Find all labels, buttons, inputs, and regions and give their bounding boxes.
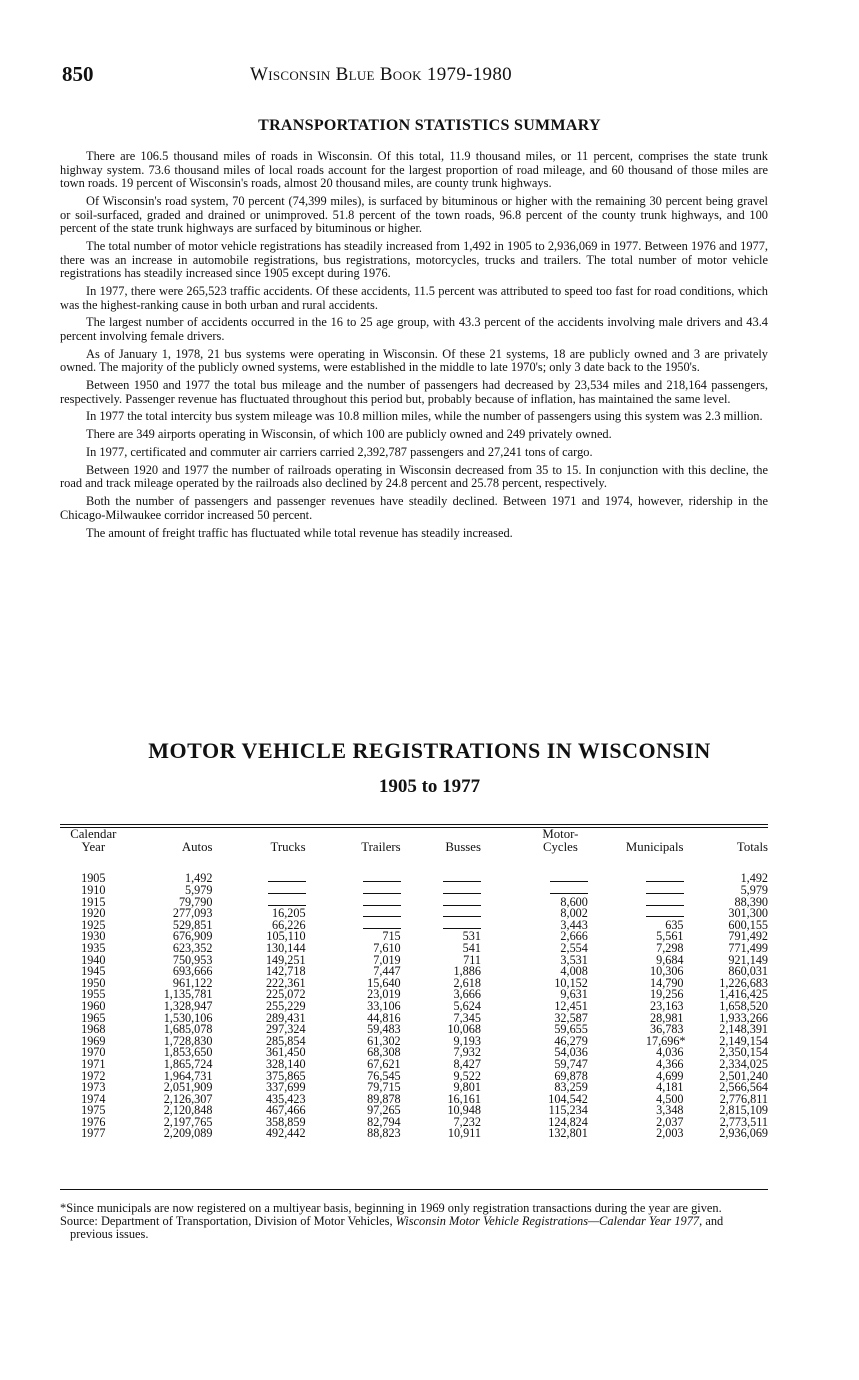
- value-cell: 4,008: [560, 964, 588, 979]
- dash-mark: [443, 921, 481, 929]
- year-cell: 1940: [81, 952, 106, 967]
- dash-mark: [646, 898, 684, 906]
- year-cell: 1971: [81, 1056, 106, 1071]
- empty-cell: [320, 908, 409, 920]
- value-cell: 104,542: [548, 1091, 588, 1106]
- table-top-rule: [60, 824, 768, 825]
- column-header: Busses: [445, 840, 481, 855]
- value-cell: 255,229: [265, 998, 306, 1013]
- value-cell: 115,234: [548, 1103, 588, 1118]
- year-cell: 1968: [81, 1022, 106, 1037]
- summary-paragraph: In 1977 the total intercity bus system mileage was 10.8 million miles, while the number of passengers using this system was 2.3 million.: [86, 409, 763, 424]
- empty-cell: [491, 863, 600, 885]
- value-cell: 32,587: [554, 1010, 588, 1025]
- value-cell: 1,226,683: [719, 975, 768, 990]
- value-cell: 66,226: [272, 917, 306, 932]
- value-cell: 529,851: [172, 917, 213, 932]
- footnotes: [60, 1202, 768, 1242]
- value-cell: 23,019: [367, 987, 401, 1002]
- value-cell: 10,152: [554, 975, 588, 990]
- value-cell: 14,790: [650, 975, 684, 990]
- dash-mark: [443, 909, 481, 917]
- value-cell: 23,163: [650, 998, 684, 1013]
- value-cell: 15,640: [367, 975, 401, 990]
- value-cell: 88,390: [734, 894, 768, 909]
- value-cell: 8,427: [453, 1056, 481, 1071]
- summary-title: TRANSPORTATION STATISTICS SUMMARY: [258, 117, 601, 134]
- value-cell: 36,783: [650, 1022, 684, 1037]
- value-cell: 328,140: [265, 1056, 306, 1071]
- value-cell: 61,302: [367, 1033, 401, 1048]
- dash-mark: [646, 874, 684, 882]
- summary-paragraph: The amount of freight traffic has fluctuated while total revenue has steadily increased.: [86, 525, 513, 540]
- value-cell: 2,334,025: [719, 1056, 768, 1071]
- value-cell: 771,499: [728, 940, 768, 955]
- value-cell: 693,666: [172, 964, 213, 979]
- dash-mark: [363, 909, 401, 917]
- year-cell: 1920: [81, 906, 106, 921]
- year-cell: 1930: [81, 929, 106, 944]
- value-cell: 541: [462, 940, 481, 955]
- empty-cell: [224, 863, 319, 885]
- value-cell: 1,492: [740, 871, 768, 886]
- value-cell: 7,932: [453, 1045, 481, 1060]
- registrations-table: [60, 828, 768, 1140]
- empty-cell: [600, 863, 686, 885]
- page-number: 850: [62, 62, 94, 86]
- value-cell: 1,416,425: [719, 987, 768, 1002]
- empty-cell: [409, 897, 491, 909]
- value-cell: 1,865,724: [163, 1056, 213, 1071]
- value-cell: 88,823: [367, 1126, 401, 1141]
- empty-cell: [320, 897, 409, 909]
- value-cell: 1,933,266: [719, 1010, 768, 1025]
- value-cell: 623,352: [172, 940, 213, 955]
- value-cell: 3,531: [560, 952, 588, 967]
- dash-mark: [268, 898, 306, 906]
- value-cell: 921,149: [728, 952, 768, 967]
- value-cell: 83,259: [554, 1080, 588, 1095]
- value-cell: 10,911: [447, 1126, 481, 1141]
- value-cell: 17,696*: [645, 1033, 686, 1048]
- dash-mark: [550, 874, 588, 882]
- value-cell: 2,003: [656, 1126, 684, 1141]
- empty-cell: [409, 885, 491, 897]
- empty-cell: [320, 863, 409, 885]
- value-cell: 791,492: [728, 929, 768, 944]
- value-cell: 2,037: [656, 1114, 684, 1129]
- value-cell: 2,618: [453, 975, 481, 990]
- summary-text: [60, 150, 768, 544]
- value-cell: 961,122: [172, 975, 213, 990]
- value-cell: 301,300: [728, 906, 768, 921]
- value-cell: 7,232: [453, 1114, 481, 1129]
- value-cell: 1,658,520: [719, 998, 768, 1013]
- value-cell: 7,447: [373, 964, 401, 979]
- table-body: [60, 863, 768, 1140]
- summary-paragraph: Both the number of passengers and passenger revenues have steadily declined. Between 1971 and 1974, however, ridership in the Chicago-Milwaukee corridor increased 50 percent.: [60, 494, 768, 522]
- value-cell: 2,501,240: [719, 1068, 768, 1083]
- column-header: Trailers: [361, 840, 401, 855]
- column-header: Totals: [736, 840, 768, 855]
- value-cell: 9,522: [453, 1068, 481, 1083]
- running-title: Wisconsin Blue Book 1979-1980: [250, 64, 512, 85]
- value-cell: 467,466: [265, 1103, 306, 1118]
- value-cell: 1,492: [185, 871, 213, 886]
- summary-paragraph: Between 1920 and 1977 the number of railroads operating in Wisconsin decreased from 35 to 15. In conjunction with this decline, the road and track mileage operated by the railroads also declined by 24.8 percent and 25.78 percent, respectively.: [60, 462, 768, 491]
- year-cell: 1972: [81, 1068, 106, 1083]
- value-cell: 600,155: [728, 917, 768, 932]
- year-cell: 1950: [81, 975, 106, 990]
- table-row: [60, 863, 768, 885]
- value-cell: 1,685,078: [163, 1022, 213, 1037]
- dash-mark: [363, 886, 401, 894]
- year-cell: 1910: [81, 883, 106, 897]
- column-header: Calendar Year: [70, 827, 117, 855]
- value-cell: 2,120,848: [163, 1103, 213, 1118]
- value-cell: 10,948: [447, 1103, 481, 1118]
- value-cell: 44,816: [367, 1010, 401, 1025]
- year-cell: 1935: [81, 940, 106, 955]
- value-cell: 4,181: [656, 1080, 684, 1095]
- value-cell: 2,350,154: [719, 1045, 768, 1060]
- value-cell: 711: [463, 952, 481, 967]
- dash-mark: [443, 898, 481, 906]
- dash-mark: [646, 909, 684, 917]
- value-cell: 5,979: [740, 883, 768, 897]
- value-cell: 105,110: [266, 929, 306, 944]
- value-cell: 860,031: [728, 964, 768, 979]
- value-cell: 97,265: [367, 1103, 401, 1118]
- value-cell: 12,451: [554, 998, 588, 1013]
- source-title: Wisconsin Motor Vehicle Registrations—Calendar Year 1977: [395, 1214, 700, 1229]
- value-cell: 69,878: [554, 1068, 588, 1083]
- value-cell: 59,655: [554, 1022, 588, 1037]
- dash-mark: [363, 898, 401, 906]
- value-cell: 2,776,811: [719, 1091, 768, 1106]
- dash-mark: [443, 874, 481, 882]
- value-cell: 2,554: [560, 940, 588, 955]
- source-suffix: , and previous issues.: [70, 1214, 724, 1242]
- summary-paragraph: Of Wisconsin's road system, 70 percent (74,399 miles), is surfaced by bituminous or higher with the remaining 30 percent being gravel or soil-surfaced, graded and drained or unimproved. 51.8 percent of the town roads, 96.8 percent of the county trunk highways, and 100 percent of the state trunk highways are surfaced by bituminous or higher.: [60, 193, 768, 236]
- year-cell: 1976: [81, 1114, 106, 1129]
- value-cell: 5,979: [185, 883, 213, 897]
- year-cell: 1975: [81, 1103, 106, 1118]
- value-cell: 2,126,307: [163, 1091, 213, 1106]
- source-prefix: Source: Department of Transportation, Division of Motor Vehicles,: [60, 1214, 396, 1229]
- value-cell: 68,308: [367, 1045, 401, 1060]
- empty-cell: [320, 885, 409, 897]
- summary-paragraph: As of January 1, 1978, 21 bus systems were operating in Wisconsin. Of these 21 systems, 18 are publicly owned and 3 are privately owned. The majority of the publicly owned systems, were established in the middle to late 1970's; only 3 date back to the 1950's.: [60, 346, 768, 375]
- value-cell: 2,209,089: [163, 1126, 213, 1141]
- value-cell: 54,036: [554, 1045, 588, 1060]
- value-cell: 124,824: [548, 1114, 588, 1129]
- value-cell: 715: [382, 929, 401, 944]
- value-cell: 635: [665, 917, 684, 932]
- table-subtitle: 1905 to 1977: [378, 776, 481, 797]
- year-cell: 1974: [81, 1091, 106, 1106]
- value-cell: 1,728,830: [163, 1033, 213, 1048]
- value-cell: 676,909: [172, 929, 213, 944]
- value-cell: 2,666: [560, 929, 588, 944]
- value-cell: 7,610: [373, 940, 401, 955]
- value-cell: 2,773,511: [719, 1114, 768, 1129]
- dash-mark: [443, 886, 481, 894]
- value-cell: 142,718: [265, 964, 306, 979]
- value-cell: 89,878: [367, 1091, 401, 1106]
- year-cell: 1960: [81, 998, 106, 1013]
- column-header: Trucks: [270, 840, 306, 855]
- dash-mark: [550, 886, 588, 894]
- table-row: [60, 1128, 768, 1140]
- value-cell: 7,298: [656, 940, 684, 955]
- year-cell: 1955: [81, 987, 106, 1002]
- value-cell: 358,859: [265, 1114, 306, 1129]
- year-cell: 1945: [81, 964, 106, 979]
- value-cell: 19,256: [650, 987, 684, 1002]
- empty-cell: [600, 885, 686, 897]
- column-header: Municipals: [625, 840, 684, 855]
- value-cell: 3,666: [453, 987, 481, 1002]
- value-cell: 7,019: [373, 952, 401, 967]
- value-cell: 59,483: [367, 1022, 401, 1037]
- year-cell: 1915: [81, 894, 106, 909]
- table-bottom-rule: [60, 1189, 768, 1190]
- year-cell: 1973: [81, 1080, 106, 1095]
- column-header: Autos: [181, 840, 213, 855]
- value-cell: 3,348: [656, 1103, 684, 1118]
- year-cell: 1905: [81, 871, 106, 886]
- column-header: Motor- Cycles: [542, 827, 579, 855]
- year-cell: 1977: [81, 1126, 106, 1141]
- value-cell: 1,328,947: [163, 998, 213, 1013]
- value-cell: 28,981: [650, 1010, 684, 1025]
- value-cell: 7,345: [453, 1010, 481, 1025]
- table-row: [60, 908, 768, 920]
- value-cell: 750,953: [172, 952, 213, 967]
- value-cell: 4,500: [656, 1091, 684, 1106]
- value-cell: 1,135,781: [163, 987, 213, 1002]
- value-cell: 82,794: [367, 1114, 401, 1129]
- value-cell: 2,936,069: [719, 1126, 768, 1141]
- value-cell: 8,600: [560, 894, 588, 909]
- value-cell: 2,051,909: [163, 1080, 213, 1095]
- asterisk-footnote: *Since municipals are now registered on a multiyear basis, beginning in 1969 only registration transactions during the year are given.: [60, 1201, 722, 1215]
- dash-mark: [363, 874, 401, 882]
- value-cell: 33,106: [367, 998, 401, 1013]
- value-cell: 225,072: [265, 987, 306, 1002]
- value-cell: 297,324: [265, 1022, 306, 1037]
- value-cell: 67,621: [367, 1056, 401, 1071]
- summary-paragraph: There are 349 airports operating in Wisconsin, of which 100 are publicly owned and 249 privately owned.: [86, 427, 612, 442]
- value-cell: 76,545: [367, 1068, 401, 1083]
- value-cell: 9,801: [453, 1080, 481, 1095]
- value-cell: 492,442: [265, 1126, 306, 1141]
- summary-paragraph: Between 1950 and 1977 the total bus mileage and the number of passengers had decreased by 23,534 miles and 218,164 passengers, respectively. Passenger revenue has fluctuated throughout this period but, probably because of inflation, has maintained the same level.: [60, 378, 768, 406]
- summary-paragraph: In 1977, there were 265,523 traffic accidents. Of these accidents, 11.5 percent was attributed to speed too fast for road conditions, which was the highest-ranking cause in both urban and rural accidents.: [60, 283, 768, 312]
- value-cell: 9,631: [560, 987, 588, 1002]
- value-cell: 2,815,109: [719, 1103, 768, 1118]
- value-cell: 2,148,391: [719, 1022, 768, 1037]
- table-row: [60, 885, 768, 897]
- value-cell: 375,865: [265, 1068, 306, 1083]
- value-cell: 16,161: [447, 1091, 481, 1106]
- value-cell: 16,205: [272, 906, 306, 921]
- dash-mark: [646, 886, 684, 894]
- value-cell: 5,624: [453, 998, 481, 1013]
- table-header-row: [60, 828, 768, 863]
- value-cell: 132,801: [548, 1126, 588, 1141]
- summary-paragraph: There are 106.5 thousand miles of roads in Wisconsin. Of this total, 11.9 thousand miles, or 11 percent, comprises the state trunk highway system. 73.6 thousand miles of local roads account for the largest proportion of road mileage, and 60 thousand of those miles are town roads. 19 percent of Wisconsin's roads, almost 20 thousand miles, are county trunk highways.: [60, 149, 768, 191]
- value-cell: 1,964,731: [163, 1068, 213, 1083]
- year-cell: 1925: [81, 917, 106, 932]
- summary-paragraph: The largest number of accidents occurred in the 16 to 25 age group, with 43.3 percent of the accidents involving male drivers and 43.4 percent involving female drivers.: [60, 315, 768, 343]
- empty-cell: [409, 863, 491, 885]
- empty-cell: [409, 908, 491, 920]
- value-cell: 8,002: [560, 906, 588, 921]
- value-cell: 149,251: [265, 952, 306, 967]
- value-cell: 1,853,650: [163, 1045, 213, 1060]
- value-cell: 79,715: [367, 1080, 401, 1095]
- value-cell: 222,361: [265, 975, 306, 990]
- value-cell: 4,036: [656, 1045, 684, 1060]
- summary-paragraph: In 1977, certificated and commuter air carriers carried 2,392,787 passengers and 27,241 tons of cargo.: [86, 444, 593, 459]
- value-cell: 1,530,106: [163, 1010, 213, 1025]
- value-cell: 361,450: [265, 1045, 306, 1060]
- dash-mark: [268, 886, 306, 894]
- year-cell: 1969: [81, 1033, 106, 1048]
- value-cell: 3,443: [560, 917, 588, 932]
- table-row: [60, 897, 768, 909]
- value-cell: 277,093: [172, 906, 213, 921]
- value-cell: 46,279: [554, 1033, 588, 1048]
- value-cell: 2,197,765: [163, 1114, 213, 1129]
- table-title: MOTOR VEHICLE REGISTRATIONS IN WISCONSIN: [148, 738, 711, 763]
- value-cell: 59,747: [554, 1056, 588, 1071]
- empty-cell: [224, 885, 319, 897]
- source-note: [60, 1215, 768, 1241]
- value-cell: 9,684: [656, 952, 684, 967]
- value-cell: 5,561: [656, 929, 684, 944]
- value-cell: 130,144: [265, 940, 306, 955]
- value-cell: 337,699: [265, 1080, 306, 1095]
- value-cell: 435,423: [265, 1091, 306, 1106]
- value-cell: 10,306: [650, 964, 684, 979]
- value-cell: 4,366: [656, 1056, 684, 1071]
- value-cell: 531: [462, 929, 481, 944]
- value-cell: 1,886: [453, 964, 481, 979]
- dash-mark: [268, 874, 306, 882]
- value-cell: 2,149,154: [719, 1033, 768, 1048]
- value-cell: 9,193: [453, 1033, 481, 1048]
- summary-paragraph: The total number of motor vehicle registrations has steadily increased from 1,492 in 1905 to 2,936,069 in 1977. Between 1976 and 1977, there was an increase in automobile registrations, bus registrations, motorcycles, trucks and trailers. The total number of motor vehicle registrations has steadily increased since 1905 except during 1976.: [60, 238, 768, 281]
- dash-mark: [363, 921, 401, 929]
- year-cell: 1965: [81, 1010, 106, 1025]
- value-cell: 285,854: [265, 1033, 306, 1048]
- value-cell: 79,790: [178, 894, 213, 909]
- empty-cell: [600, 897, 686, 909]
- value-cell: 2,566,564: [719, 1080, 768, 1095]
- value-cell: 289,431: [265, 1010, 306, 1025]
- year-cell: 1970: [81, 1045, 106, 1060]
- value-cell: 4,699: [656, 1068, 684, 1083]
- value-cell: 10,068: [447, 1022, 481, 1037]
